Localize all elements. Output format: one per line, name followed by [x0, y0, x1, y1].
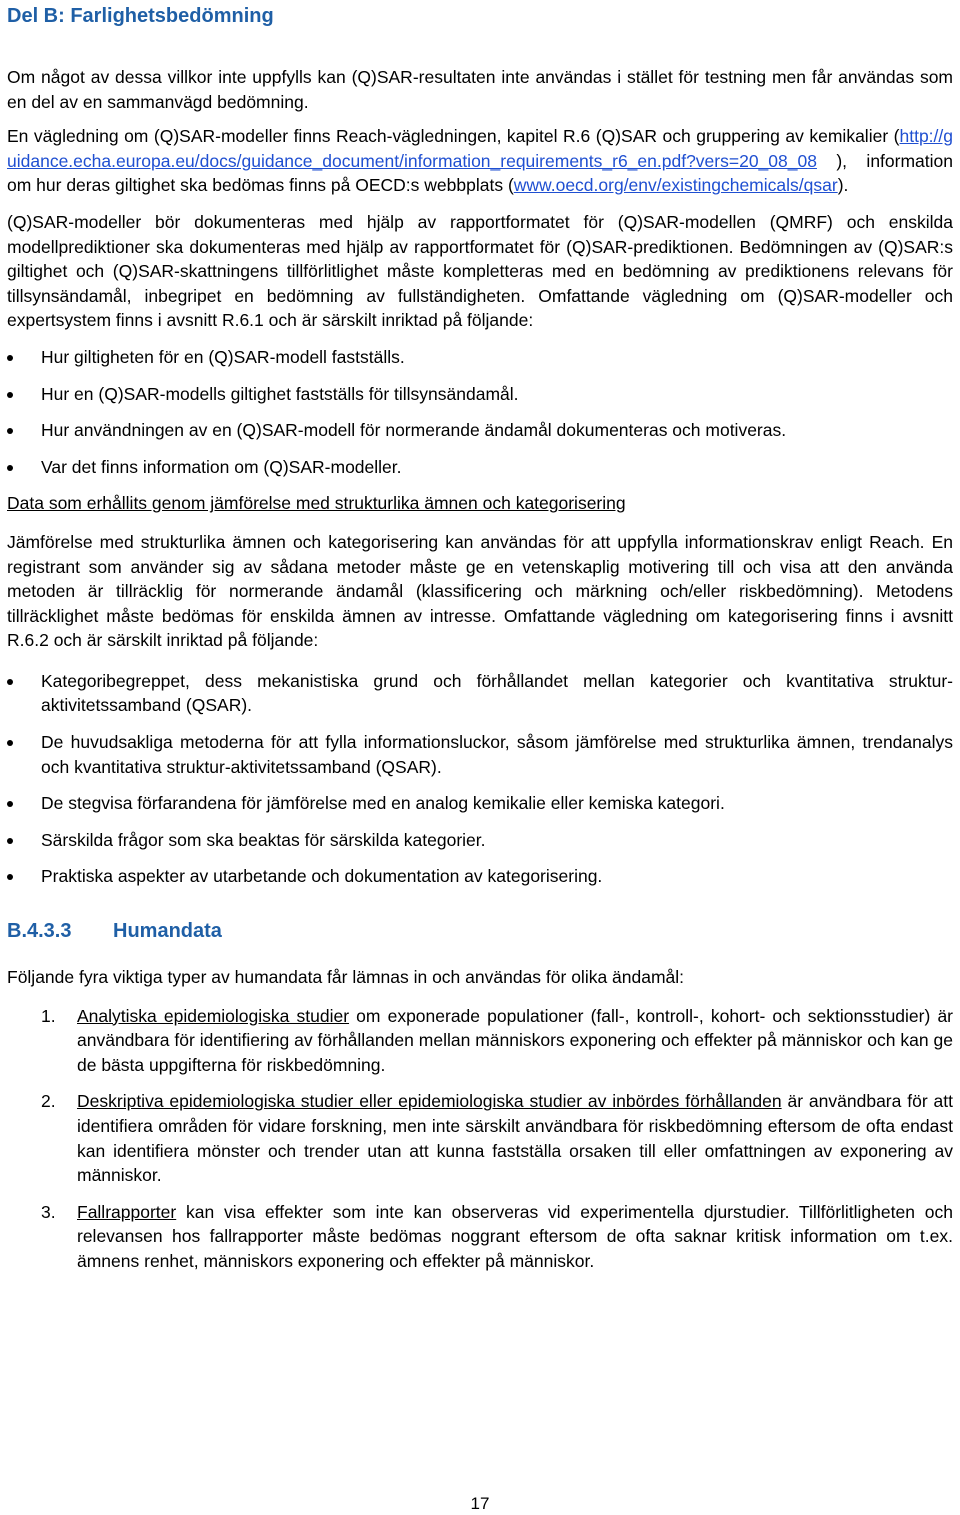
paragraph-qsar-conditions: Om något av dessa villkor inte uppfylls kan (Q)SAR-resultaten inte användas i stället för testning men får användas som en del av en sammanvägd bedömning. [7, 67, 953, 112]
part-heading: Del B: Farlighetsbedömning [7, 5, 274, 27]
bullet-icon [7, 679, 13, 685]
category-topics-list [7, 669, 953, 889]
bullet-icon [7, 428, 13, 434]
paragraph-qsar-guidance: En vägledning om (Q)SAR-modeller finns Reach-vägledningen, kapitel R.6 (Q)SAR och gruppering av kemikalier (http://guidance.echa.europa.eu/docs/guidance_document/information_requirements_r6_en.pdf?vers=20_08_08 ), information om hur deras giltighet ska bedömas finns på OECD:s webbplats (www.oecd.org/env/existingchemicals/qsar). [7, 126, 953, 196]
list-item: De huvudsakliga metoderna för att fylla informationsluckor, såsom jämförelse med strukturlika ämnen, trendanalys och kvantitativa struktur-aktivitetssamband (QSAR). [7, 730, 953, 779]
list-item: Hur giltigheten för en (Q)SAR-modell fastställs. [7, 345, 953, 370]
page-number: 17 [470, 1494, 490, 1513]
list-item: Hur en (Q)SAR-modells giltighet fastställs för tillsynsändamål. [7, 382, 953, 407]
subheading-read-across: Data som erhållits genom jämförelse med strukturlika ämnen och kategorisering [7, 493, 626, 514]
paragraph-humandata-intro: Följande fyra viktiga typer av humandata får lämnas in och användas för olika ändamål: [7, 967, 685, 988]
list-item: Var det finns information om (Q)SAR-modeller. [7, 455, 953, 480]
humandata-types-list [7, 1004, 953, 1274]
bullet-icon [7, 355, 13, 361]
list-item: Kategoribegreppet, dess mekanistiska grund och förhållandet mellan kategorier och kvantitativa struktur-aktivitetssamband (QSAR). [7, 669, 953, 718]
section-heading-humandata [7, 919, 953, 943]
term-analytical-studies: Analytiska epidemiologiska studier [77, 1005, 350, 1026]
oecd-link[interactable]: www.oecd.org/env/existingchemicals/qsar [513, 175, 838, 196]
bullet-icon [7, 740, 13, 746]
echa-guidance-link[interactable]: http://guidance.echa.europa.eu/docs/guidance_document/information_requirements_r6_en.pdf?vers=20_08_08 [7, 126, 953, 171]
list-item: 1. Analytiska epidemiologiska studier om exponerade populationer (fall-, kontroll-, kohort- och sektionsstudier) är användbara för identifiering av förhållanden mellan människors exponering och effekter på människor och kan ge de bästa uppgifterna för riskbedömning. [41, 1005, 954, 1075]
term-descriptive-studies: Deskriptiva epidemiologiska studier eller epidemiologiska studier av inbördes förhållanden [77, 1091, 782, 1112]
bullet-icon [7, 874, 13, 880]
section-title: Humandata [113, 920, 222, 943]
bullet-icon [7, 392, 13, 398]
paragraph-qsar-documentation: (Q)SAR-modeller bör dokumenteras med hjälp av rapportformatet för (Q)SAR-modellen (QMRF) och enskilda modellprediktioner ska dokumenteras med hjälp av rapportformatet för (Q)SAR-prediktionen. Bedömningen av (Q)SAR:s giltighet och (Q)SAR-skattningens tillförlitlighet måste kompletteras med en bedömning av prediktionens relevans för tillsynsändamål, inbegripet en bedömning av fullständigheten. Omfattande vägledning om (Q)SAR-modeller och expertsystem finns i avsnitt R.6.1 och är särskilt inriktad på följande: [7, 211, 953, 331]
list-item: De stegvisa förfarandena för jämförelse med en analog kemikalie eller kemiska kategori. [7, 791, 953, 816]
paragraph-read-across: Jämförelse med strukturlika ämnen och kategorisering kan användas för att uppfylla informationskrav enligt Reach. En registrant som använder sig av sådana metoder måste ge en vetenskaplig motivering till och visa att den använda metoden är tillräcklig för normerande ändamål (klassificering och märkning och/eller riskbedömning). Metodens tillräcklighet måste bedömas för enskilda ämnen av intresse. Omfattande vägledning om kategorisering finns i avsnitt R.6.2 och är särskilt inriktad på följande: [7, 531, 953, 651]
list-item: Särskilda frågor som ska beaktas för särskilda kategorier. [7, 828, 953, 853]
term-case-reports: Fallrapporter [77, 1201, 177, 1222]
list-item: Praktiska aspekter av utarbetande och dokumentation av kategorisering. [7, 864, 953, 889]
list-item: 3. Fallrapporter kan visa effekter som inte kan observeras vid experimentella djurstudier. Tillförlitligheten och relevansen hos fallrapporter måste bedömas noggrant eftersom de ofta saknar kritisk information om t.ex. ämnens renhet, människors exponering och effekter på människor. [41, 1201, 953, 1271]
list-item: 2. Deskriptiva epidemiologiska studier eller epidemiologiska studier av inbördes förhållanden är användbara för att identifiera områden för vidare forskning, men inte särskilt användbara för riskbedömning eftersom de ofta endast kan identifiera mönster och trender utan att kunna fastställa orsaken till eller omfattningen av exponering av människor. [41, 1091, 953, 1186]
bullet-icon [7, 801, 13, 807]
bullet-icon [7, 465, 13, 471]
section-number: B.4.3.3 [7, 920, 72, 943]
list-item: Hur användningen av en (Q)SAR-modell för normerande ändamål dokumenteras och motiveras. [7, 418, 953, 443]
qsar-topics-list [7, 345, 953, 479]
document-page [7, 0, 953, 1274]
bullet-icon [7, 838, 13, 844]
